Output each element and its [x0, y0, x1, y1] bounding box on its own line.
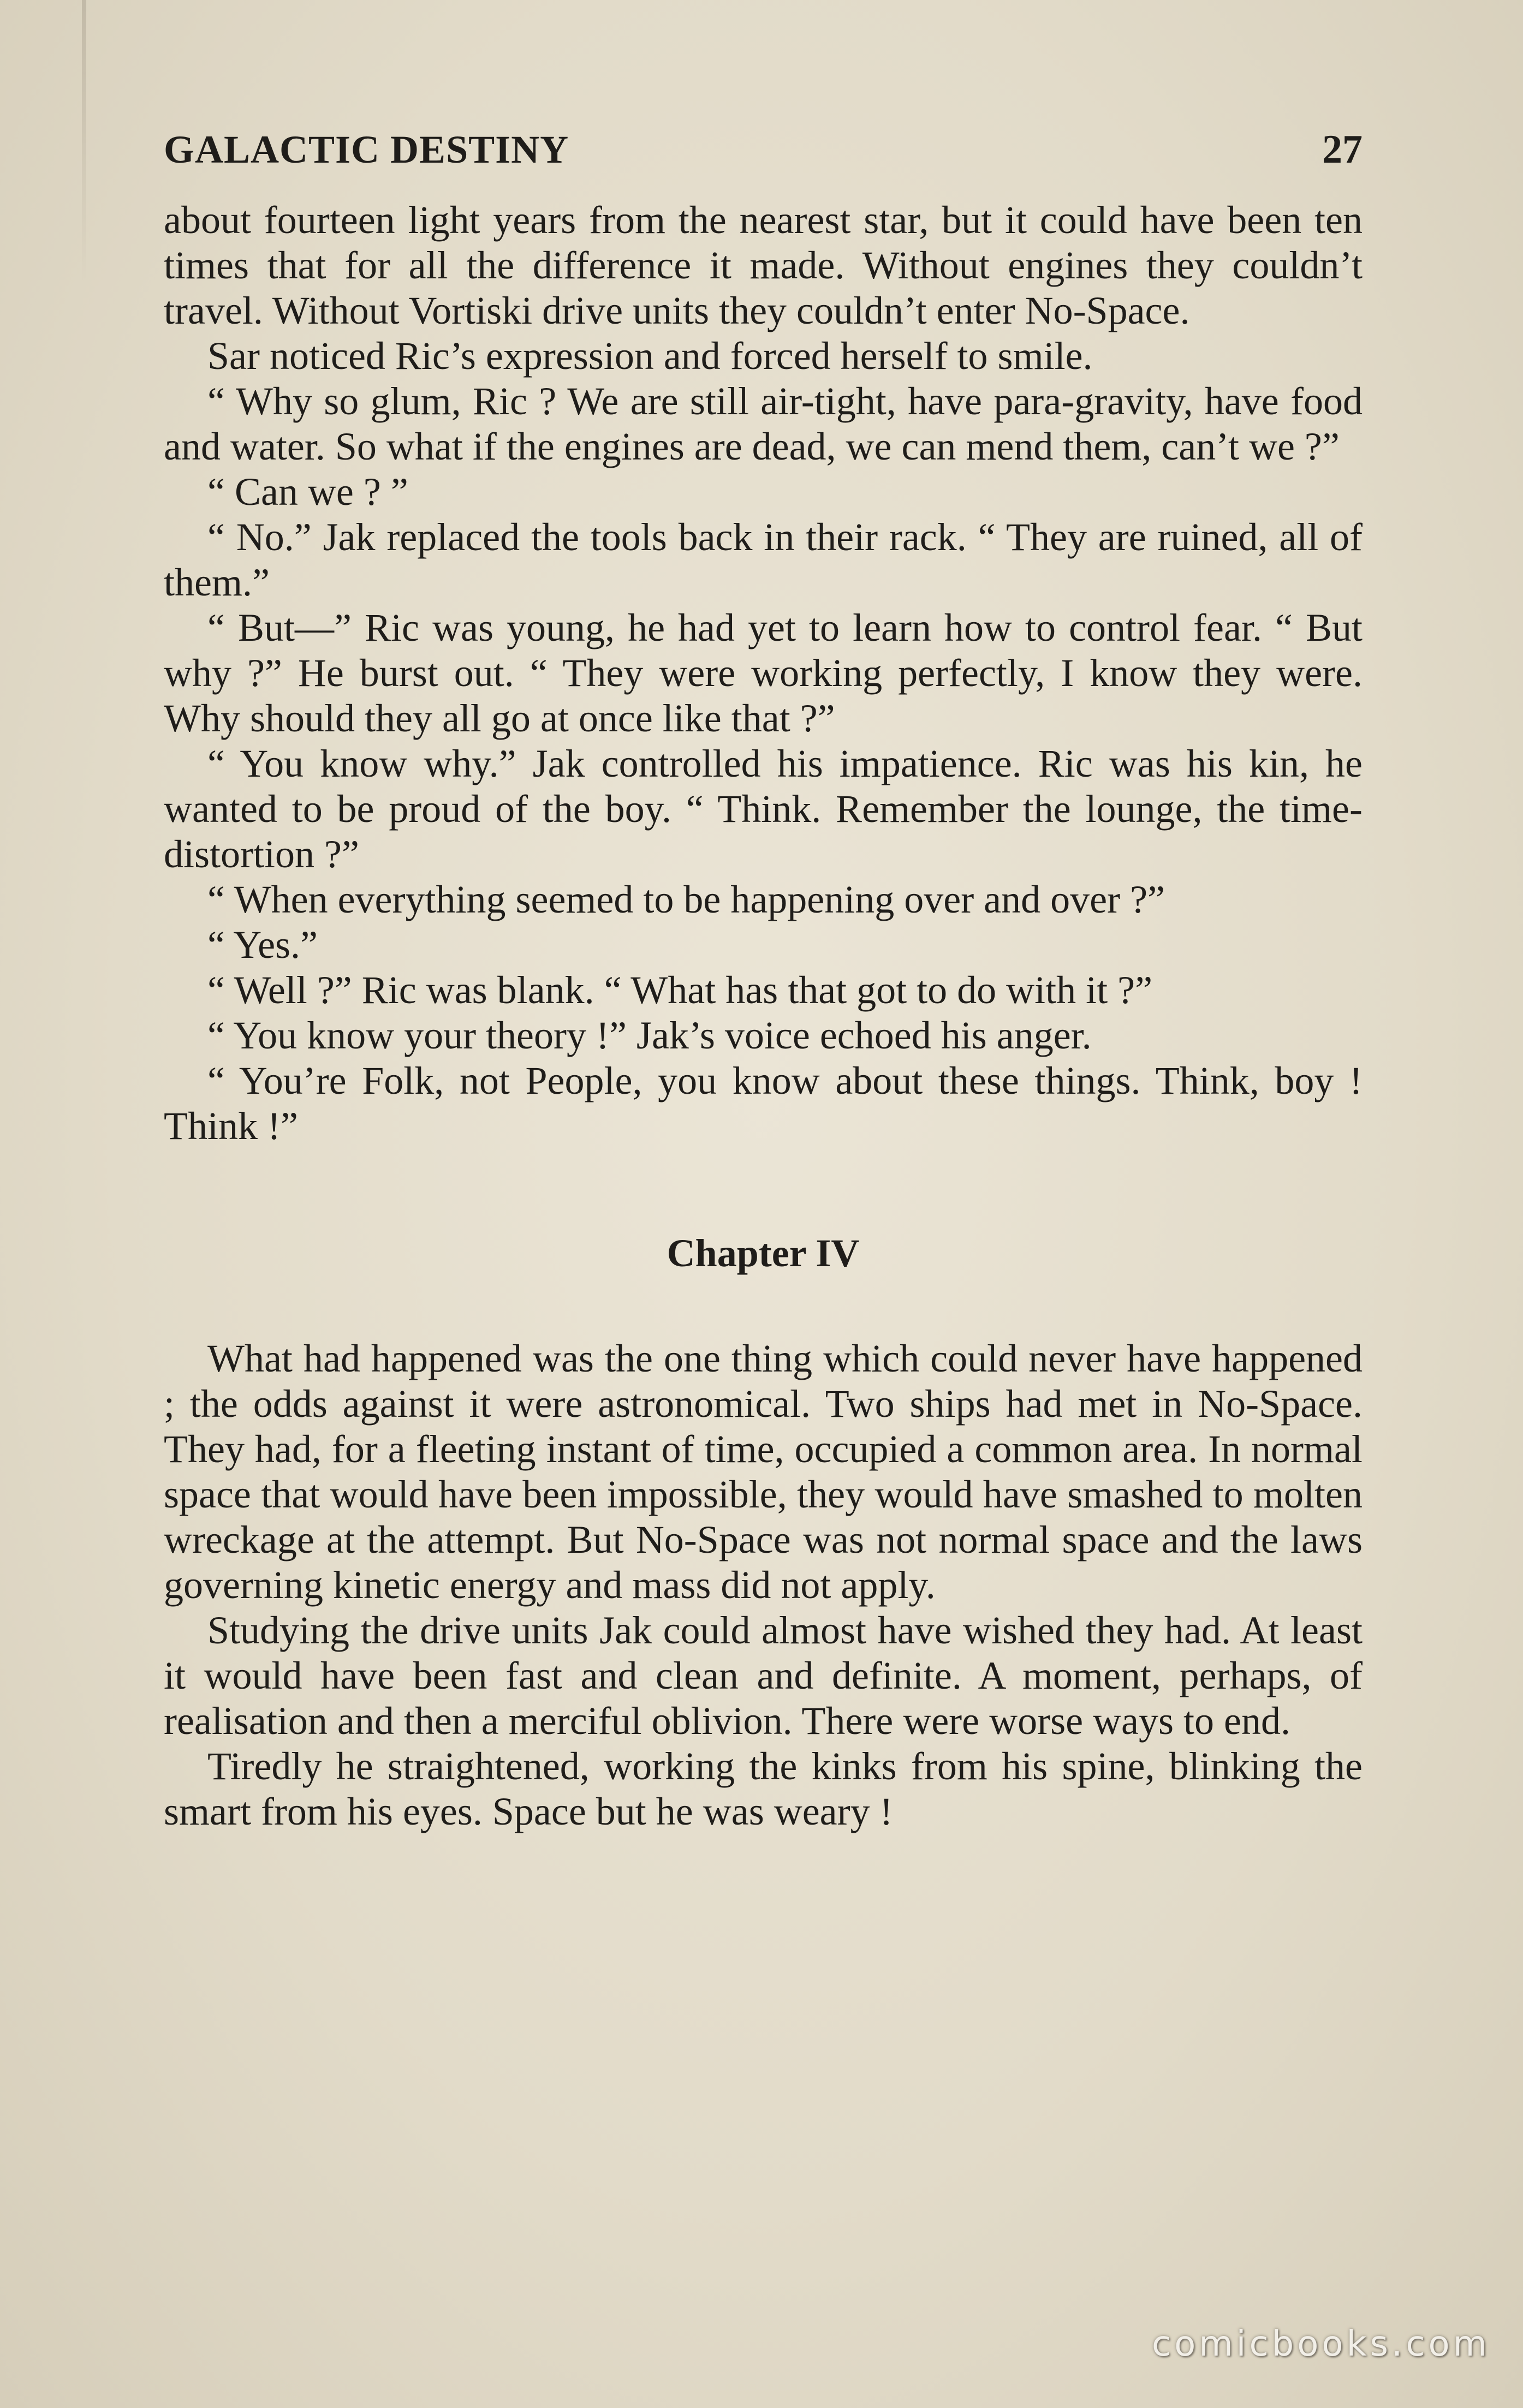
paragraph: about fourteen light years from the nearest star, but it could have been ten times that for all the difference it made. Without engines they couldn’t travel. Without Vortiski drive units they couldn’t enter No-Space. — [164, 198, 1363, 332]
paragraph: “ You’re Folk, not People, you know about these things. Think, boy ! Think !” — [164, 1059, 1363, 1148]
paragraph: Sar noticed Ric’s expression and forced herself to smile. — [207, 334, 1093, 378]
running-title: GALACTIC DESTINY — [164, 128, 569, 171]
paragraph: “ Yes.” — [207, 923, 318, 967]
paragraph: “ Well ?” Ric was blank. “ What has that got to do with it ?” — [207, 968, 1153, 1012]
paragraph: Tiredly he straightened, working the kinks from his spine, blinking the smart from his eyes. Space but he was weary ! — [164, 1744, 1363, 1833]
paragraph: “ No.” Jak replaced the tools back in their rack. “ They are ruined, all of them.” — [164, 515, 1363, 604]
page-crease — [82, 0, 86, 284]
watermark: comicbooks.com — [1151, 2324, 1490, 2364]
chapter-heading: Chapter IV — [667, 1231, 860, 1275]
running-head — [164, 127, 1363, 172]
paragraph: “ When everything seemed to be happening over and over ?” — [207, 878, 1165, 921]
paragraph: Studying the drive units Jak could almost have wished they had. At least it would have been fast and clean and definite. A moment, perhaps, of realisation and then a merciful oblivion. There were worse ways to end. — [164, 1608, 1363, 1743]
paragraph: What had happened was the one thing which could never have happened ; the odds against it were astronomical. Two ships had met in No-Space. They had, for a fleeting instant of time, occupied a common area. In normal space that would have been impossible, they would have smashed to molten wreckage at the attempt. But No-Space was not normal space and the laws governing kinetic energy and mass did not apply. — [164, 1337, 1363, 1607]
page-number: 27 — [1322, 127, 1363, 172]
paragraph: “ Can we ? ” — [207, 470, 408, 514]
paragraph: “ But—” Ric was young, he had yet to learn how to control fear. “ But why ?” He burst out. “ They were working perfectly, I know they were. Why should they all go at once like that ?” — [164, 606, 1363, 740]
body-text — [164, 198, 1363, 1834]
paragraph: “ You know why.” Jak controlled his impatience. Ric was his kin, he wanted to be proud of the boy. “ Think. Remember the lounge, the time-distortion ?” — [164, 742, 1363, 876]
paragraph: “ Why so glum, Ric ? We are still air-tight, have para-gravity, have food and water. So what if the engines are dead, we can mend them, can’t we ?” — [164, 379, 1363, 468]
book-page — [164, 127, 1363, 1834]
paragraph: “ You know your theory !” Jak’s voice echoed his anger. — [207, 1014, 1092, 1057]
